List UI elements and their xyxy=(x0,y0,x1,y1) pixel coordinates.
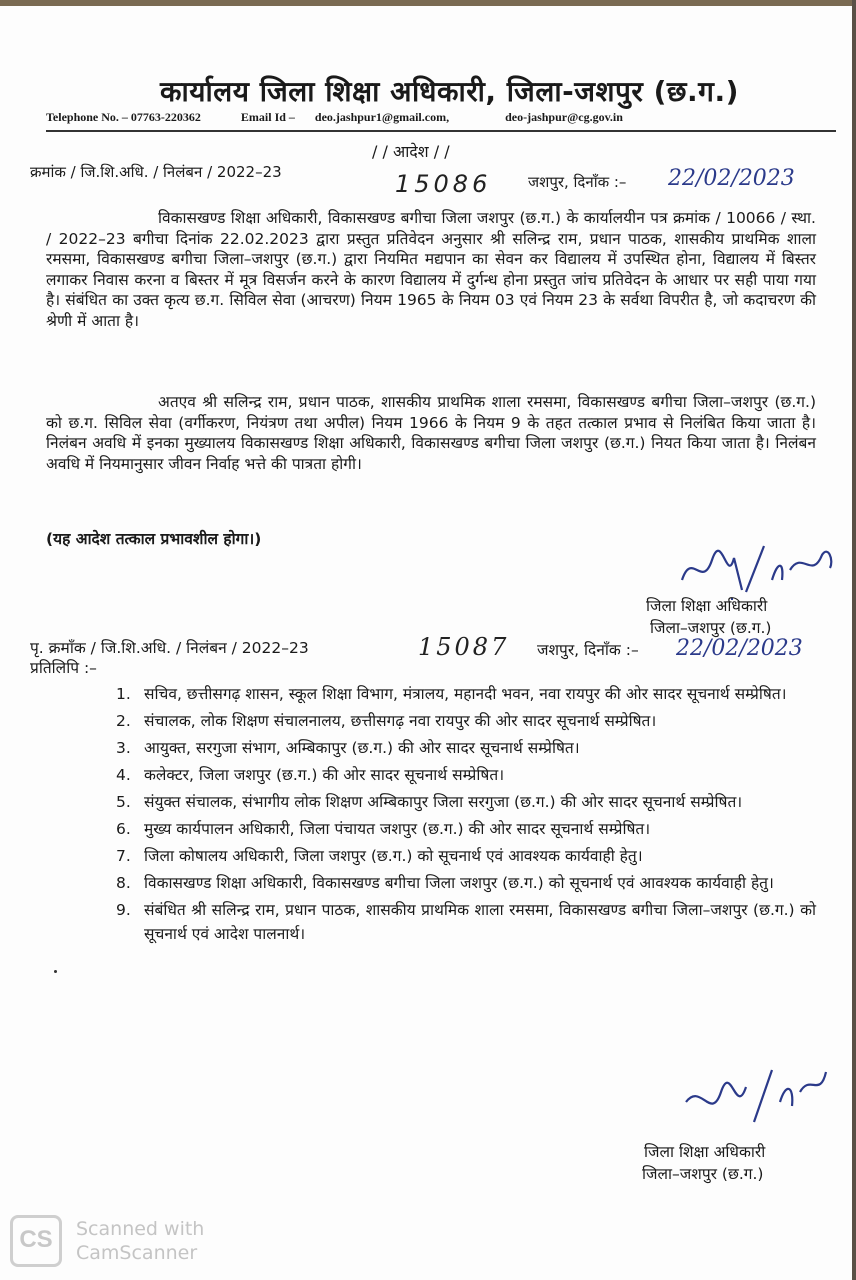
list-item: 9. संबंधित श्री सलिन्द्र राम, प्रधान पाठक, शासकीय प्राथमिक शाला रमसमा, विकासखण्ड बगीचा जिला–जशपुर (छ.ग.) को सूचनार्थ एवं आदेश पालनार्थ। xyxy=(116,901,816,943)
order-heading: / / आदेश / / xyxy=(372,142,450,161)
office-title: कार्यालय जिला शिक्षा अधिकारी, जिला-जशपुर (छ.ग.) xyxy=(160,75,739,108)
order-effective-note: (यह आदेश तत्काल प्रभावशील होगा।) xyxy=(46,530,262,548)
signatory-place: जिला–जशपुर (छ.ग.) xyxy=(642,1165,764,1183)
list-item: 8. विकासखण्ड शिक्षा अधिकारी, विकासखण्ड बगीचा जिला जशपुर (छ.ग.) को सूचनार्थ एवं आवश्यक कार्यवाही हेतु। xyxy=(116,874,774,892)
list-item: 1. सचिव, छत्तीसगढ़ शासन, स्कूल शिक्षा विभाग, मंत्रालय, महानदी भवन, नवा रायपुर की ओर सादर सूचनार्थ सम्प्रेषित। xyxy=(116,685,787,703)
signatory-place: जिला–जशपुर (छ.ग.) xyxy=(650,619,772,637)
signature-icon xyxy=(676,1062,836,1136)
header-divider xyxy=(46,130,836,132)
list-item: 4. कलेक्टर, जिला जशपुर (छ.ग.) की ओर सादर सूचनार्थ सम्प्रेषित। xyxy=(116,766,505,784)
signatory-block-order xyxy=(620,594,771,638)
scan-right-edge xyxy=(852,0,856,1280)
order-paragraph-suspension: अतएव श्री सलिन्द्र राम, प्रधान पाठक, शासकीय प्राथमिक शाला रमसमा, विकासखण्ड बगीचा जिला–जशपुर (छ.ग.) को छ.ग. सिविल सेवा (वर्गीकरण, नियंत्रण तथा अपील) नियम 1966 के नियम 9 के तहत तत्काल प्रभाव से निलंबित किया जाता है। निलंबन अवधि में इनका मुख्यालय विकासखण्ड शिक्षा अधिकारी, विकासखण्ड बगीचा जिला जशपुर (छ.ग.) नियत किया जाता है। निलंबन अवधि में नियमानुसार जीवन निर्वाह भत्ते की पात्रता होगी। xyxy=(46,393,816,473)
watermark-text: Scanned with CamScanner xyxy=(76,1218,205,1264)
email-primary: deo.jashpur1@gmail.com, xyxy=(314,110,450,124)
order-dispatch-number: 15086 xyxy=(395,170,492,198)
list-item: 2. संचालक, लोक शिक्षण संचालनालय, छत्तीसगढ़ नवा रायपुर की ओर सादर सूचनार्थ सम्प्रेषित। xyxy=(116,712,657,730)
copy-dispatch-number: 15087 xyxy=(418,633,510,661)
copy-reference-number: पृ. क्रमाँक / जि.शि.अधि. / निलंबन / 2022–23 xyxy=(30,639,309,657)
order-place-date-label: जशपुर, दिनाँक :– xyxy=(528,173,627,191)
email-secondary: deo-jashpur@cg.gov.in xyxy=(505,110,623,124)
list-item: 5. संयुक्त संचालक, संभागीय लोक शिक्षण अम्बिकापुर जिला सरगुजा (छ.ग.) की ओर सादर सूचनार्थ सम्प्रेषित। xyxy=(116,793,743,811)
contact-line xyxy=(46,110,623,125)
order-paragraph-findings: विकासखण्ड शिक्षा अधिकारी, विकासखण्ड बगीचा जिला जशपुर (छ.ग.) के कार्यालयीन पत्र क्रमांक / 10066 / स्था. / 2022–23 बगीचा दिनांक 22.02.2023 द्वारा प्रस्तुत प्रतिवेदन अनुसार श्री सलिन्द्र राम, प्रधान पाठक, शासकीय प्राथमिक शाला रमसमा, विकासखण्ड बगीचा जिला–जशपुर (छ.ग.) द्वारा नियमित मद्यपान का सेवन कर विद्यालय में उपस्थित होना, विद्यालय में बिस्तर लगाकर निवास करना व बिस्तर में मूत्र विसर्जन करने के कारण विद्यालय में दुर्गन्ध होना प्रस्तुत जांच प्रतिवेदन के आधार पर सही पाया गया है। संबंधित का उक्त कृत्य छ.ग. सिविल सेवा (आचरण) नियम 1965 के नियम 03 एवं नियम 23 के सर्वथा विपरीत है, जो कदाचरण की श्रेणी में आता है। xyxy=(46,209,816,330)
list-item: 6. मुख्य कार्यपालन अधिकारी, जिला पंचायत जशपुर (छ.ग.) की ओर सादर सूचनार्थ सम्प्रेषित। xyxy=(116,820,651,838)
camscanner-logo-icon: CS xyxy=(10,1215,62,1267)
list-item: 3. आयुक्त, सरगुजा संभाग, अम्बिकापुर (छ.ग.) की ओर सादर सूचनार्थ सम्प्रेषित। xyxy=(116,739,580,757)
email-label: Email Id – xyxy=(240,110,295,124)
copy-label: प्रतिलिपि :– xyxy=(30,659,97,677)
signatory-title: जिला शिक्षा अधिकारी xyxy=(646,597,768,615)
order-reference-number: क्रमांक / जि.शि.अधि. / निलंबन / 2022–23 xyxy=(30,163,282,181)
telephone-number: 07763-220362 xyxy=(130,110,201,124)
copy-recipient-list xyxy=(116,682,816,949)
list-item: 7. जिला कोषालय अधिकारी, जिला जशपुर (छ.ग.) को सूचनार्थ एवं आवश्यक कार्यवाही हेतु। xyxy=(116,847,643,865)
stray-mark xyxy=(54,970,57,973)
order-handwritten-date: 22/02/2023 xyxy=(668,166,795,191)
copy-place-date-label: जशपुर, दिनाँक :– xyxy=(537,641,639,659)
signatory-block-copy xyxy=(620,1140,765,1184)
signatory-title: जिला शिक्षा अधिकारी xyxy=(644,1143,766,1161)
copy-handwritten-date: 22/02/2023 xyxy=(676,636,803,661)
telephone-label: Telephone No. – xyxy=(46,110,128,124)
